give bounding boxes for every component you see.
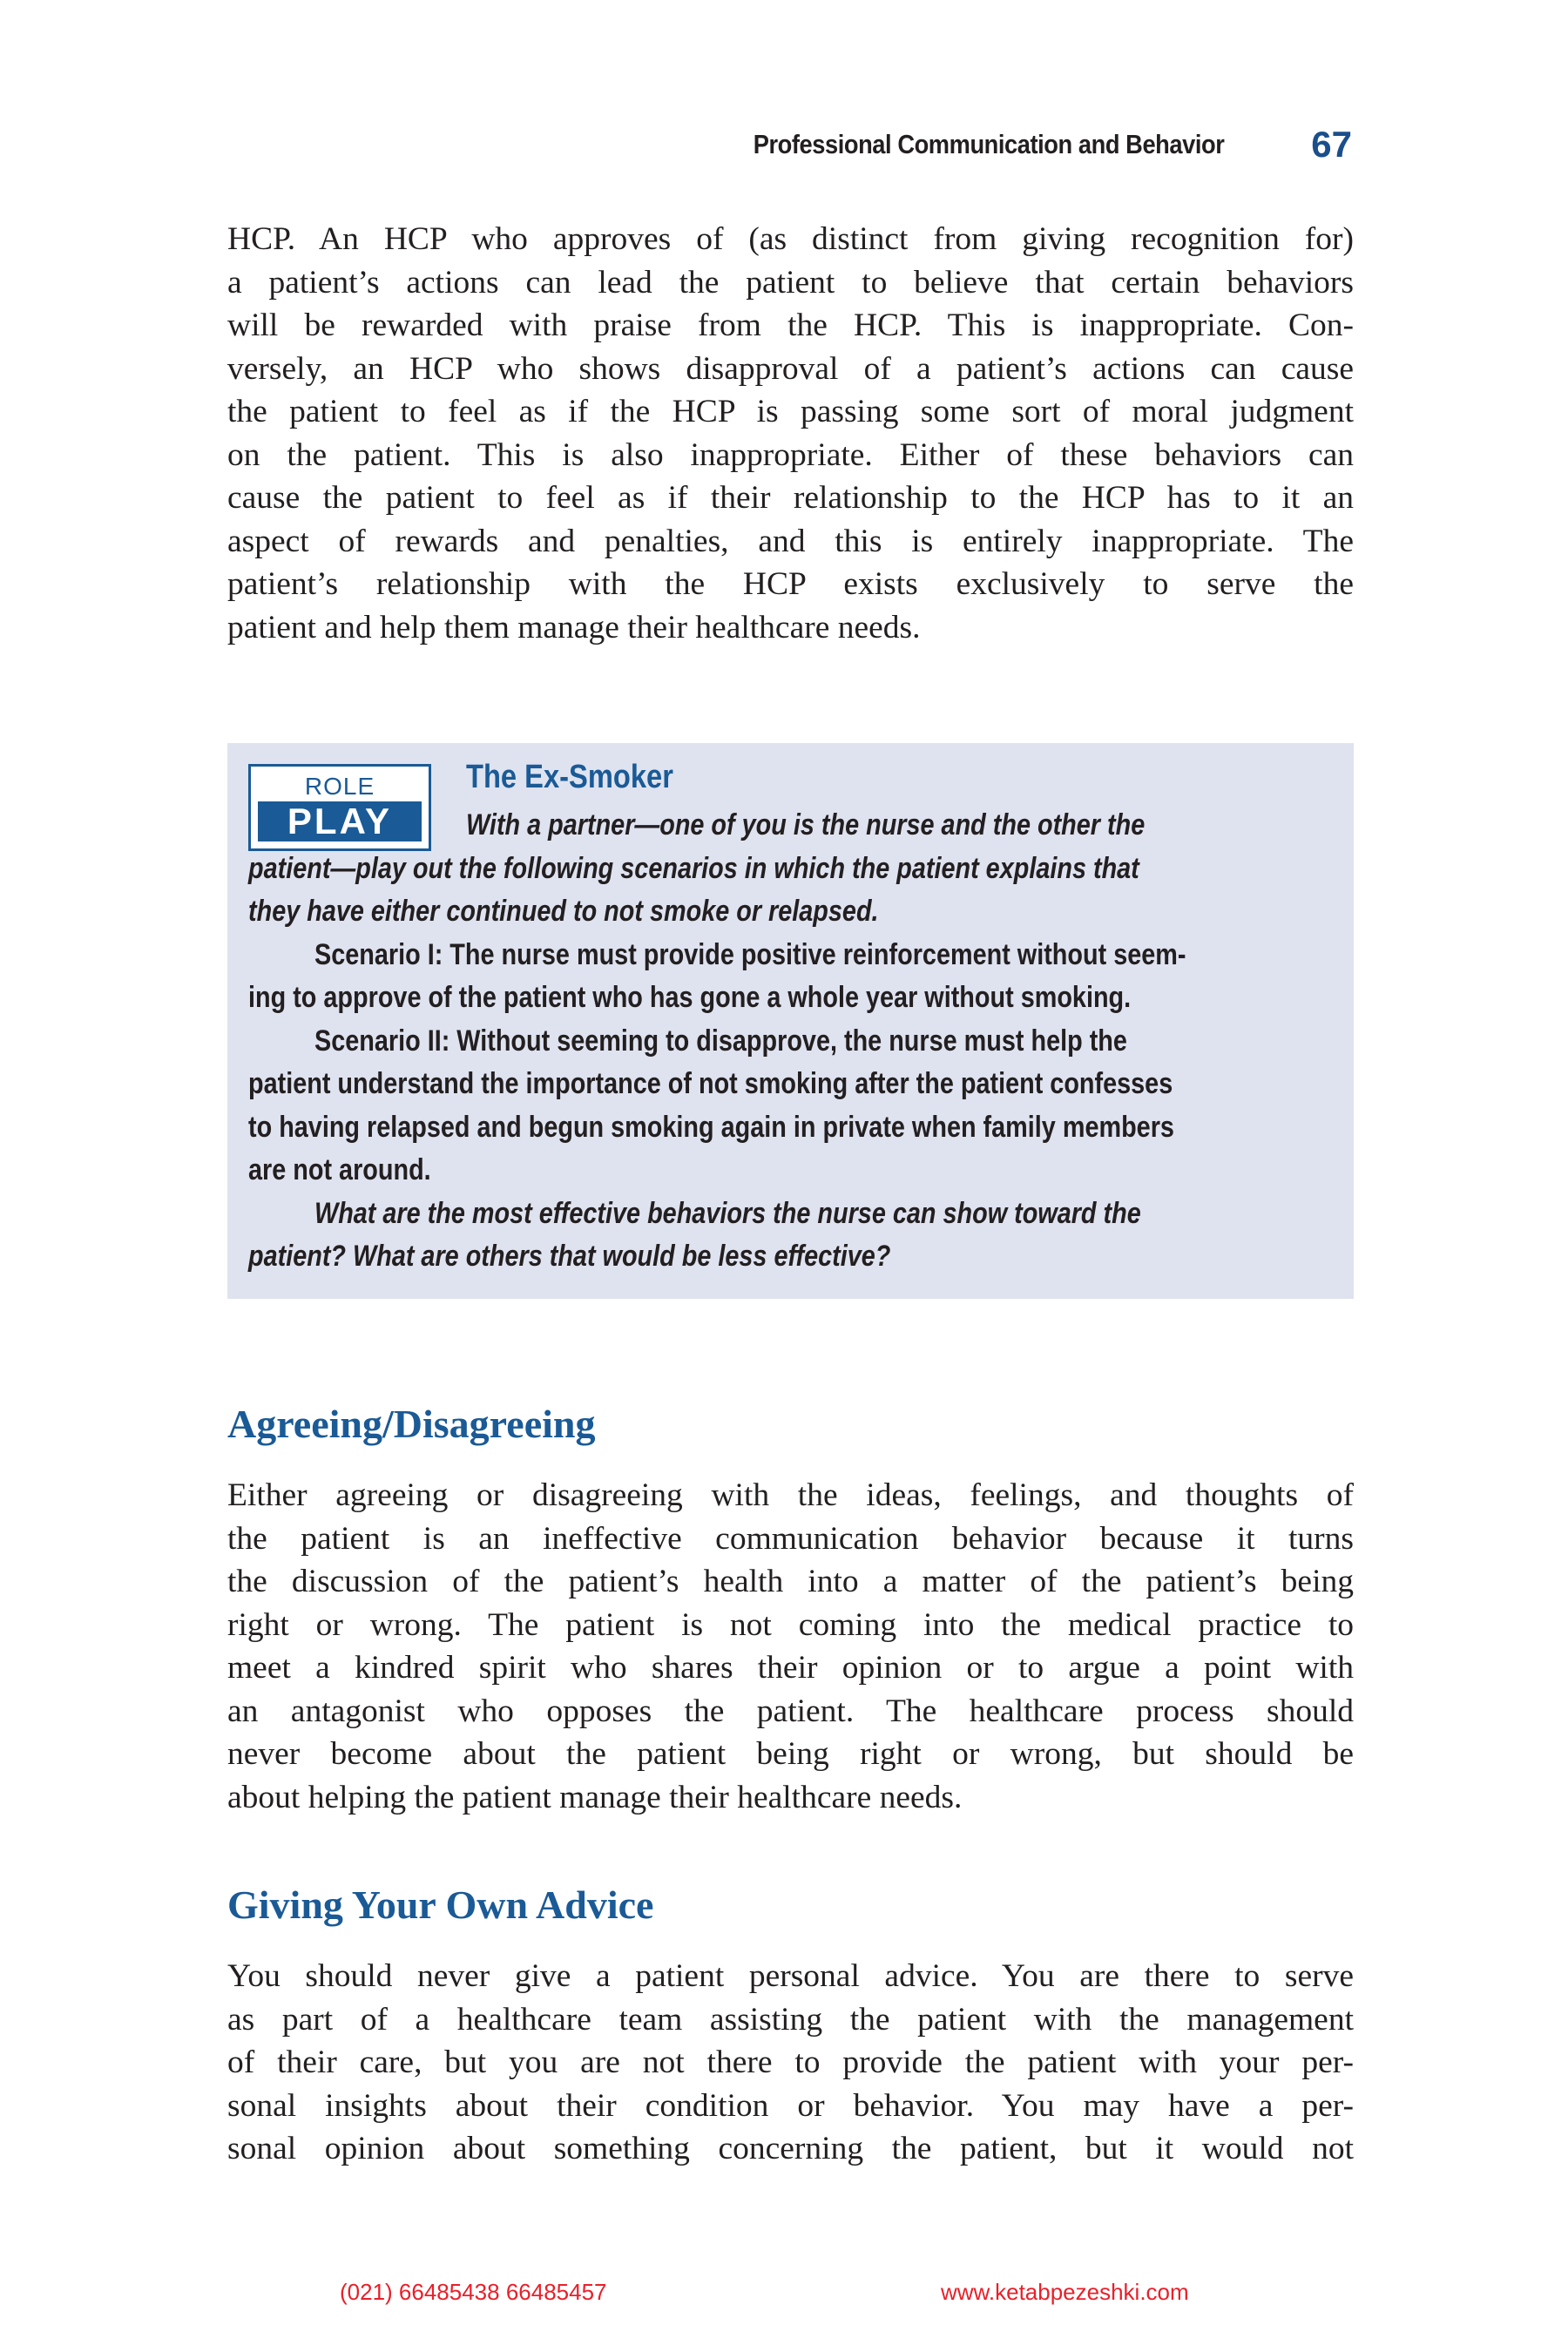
role-play-line: With a partner—one of you is the nurse and the other the [466,808,1146,841]
footer-url-link[interactable]: www.ketabpezeshki.com [941,2279,1189,2305]
paragraph-line: You should never give a patient personal advice. You are there to serve [227,1958,1354,1994]
paragraph-line: HCP. An HCP who approves of (as distinct from giving recognition for) [227,221,1354,257]
intro-paragraph [227,218,1354,649]
section-paragraph [227,1955,1354,2171]
paragraph-line: a patient’s actions can lead the patient to believe that certain behaviors [227,264,1354,301]
role-play-line: patient understand the importance of not smoking after the patient confesses [248,1067,1173,1100]
role-play-line: are not around. [248,1153,431,1186]
badge-role-label: ROLE [304,773,375,800]
role-play-line: patient? What are others that would be less effective? [248,1240,891,1273]
paragraph-line: meet a kindred spirit who shares their opinion or to argue a point with [227,1650,1354,1686]
paragraph-line: the patient to feel as if the HCP is passing some sort of moral judgment [227,394,1354,429]
badge-play-label: PLAY [258,801,422,841]
page-number: 67 [1311,124,1352,165]
role-play-line: they have either continued to not smoke or relapsed. [248,895,879,928]
running-title: Professional Communication and Behavior [753,129,1224,159]
role-play-badge-icon [248,764,431,851]
paragraph-line: cause the patient to feel as if their relationship to the HCP has to it an [227,480,1354,516]
section-heading: Giving Your Own Advice [227,1882,654,1927]
paragraph-line: versely, an HCP who shows disapproval of a patient’s actions can cause [227,350,1354,387]
role-play-line: ing to approve of the patient who has gone a whole year without smoking. [248,981,1132,1014]
paragraph-line: never become about the patient being right or wrong, but should be [227,1736,1354,1772]
paragraph-line: Either agreeing or disagreeing with the ideas, feelings, and thoughts of [227,1477,1354,1513]
paragraph-line: the patient is an ineffective communication behavior because it turns [227,1520,1354,1557]
running-header [679,124,1359,165]
paragraph-line: patient and help them manage their healthcare needs. [227,609,921,645]
role-play-title: The Ex-Smoker [466,759,673,795]
footer-phone: (021) 66485438 66485457 [340,2279,607,2305]
paragraph-line: the discussion of the patient’s health into a matter of the patient’s being [227,1564,1354,1599]
role-play-line: Scenario I: The nurse must provide positive reinforcement without seem- [314,938,1186,971]
section-paragraph [227,1474,1354,1819]
paragraph-line: will be rewarded with praise from the HCP. This is inappropriate. Con- [227,308,1354,343]
paragraph-line: an antagonist who opposes the patient. The healthcare process should [227,1693,1354,1729]
paragraph-line: of their care, but you are not there to provide the patient with your per- [227,2044,1354,2080]
section-heading: Agreeing/Disagreeing [227,1402,596,1446]
paragraph-line: sonal opinion about something concerning the patient, but it would not [227,2131,1354,2166]
role-play-line: to having relapsed and begun smoking again in private when family members [248,1111,1174,1144]
role-play-box [227,743,1354,1299]
paragraph-line: right or wrong. The patient is not coming into the medical practice to [227,1606,1354,1643]
paragraph-line: aspect of rewards and penalties, and this is entirely inappropriate. The [227,523,1354,559]
paragraph-line: patient’s relationship with the HCP exists exclusively to serve the [227,566,1354,602]
role-play-line: patient—play out the following scenarios in which the patient explains that [248,852,1139,885]
role-play-line: Scenario II: Without seeming to disapprove, the nurse must help the [314,1024,1127,1058]
paragraph-line: sonal insights about their condition or behavior. You may have a per- [227,2087,1354,2124]
paragraph-line: on the patient. This is also inappropriate. Either of these behaviors can [227,436,1354,473]
role-play-line: What are the most effective behaviors the nurse can show toward the [314,1197,1141,1230]
paragraph-line: about helping the patient manage their healthcare needs. [227,1779,963,1815]
paragraph-line: as part of a healthcare team assisting the patient with the management [227,2001,1354,2038]
